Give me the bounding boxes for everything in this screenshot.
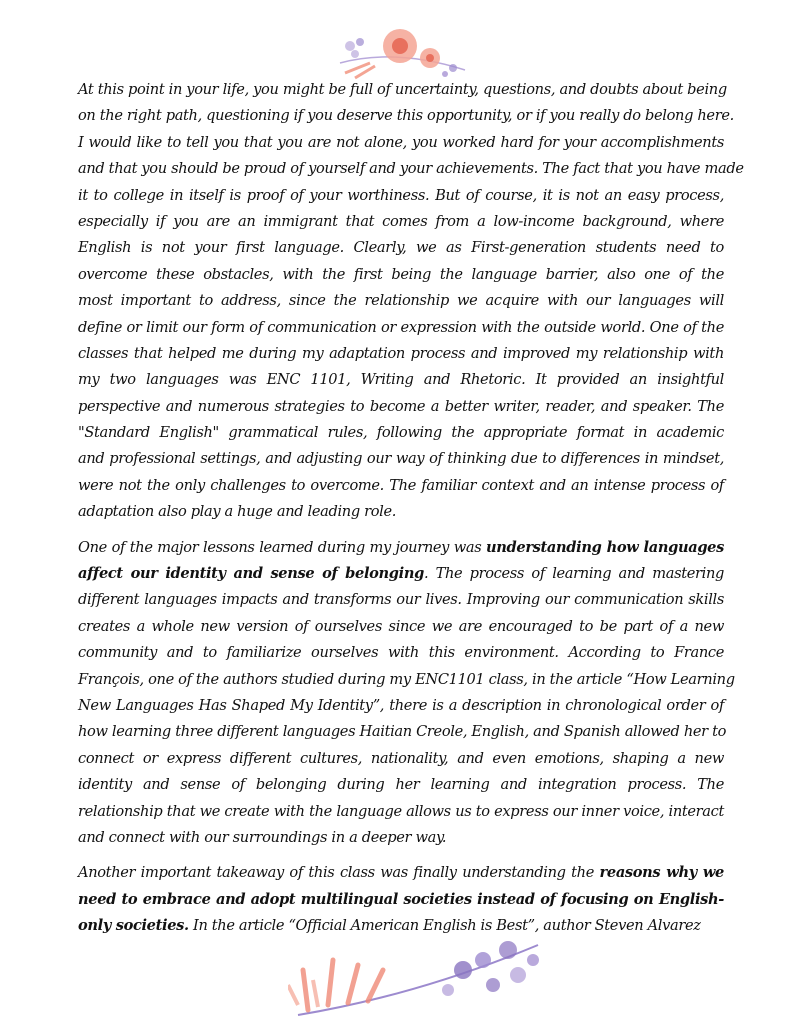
- text-segment: At this point in your life, you might be full of uncertainty, questions, and doubts about being: [78, 81, 727, 98]
- document-body: [78, 77, 744, 949]
- paragraph: [78, 77, 744, 526]
- text-line: [78, 315, 724, 341]
- text-segment: adaptation also play a huge and leading role.: [78, 503, 397, 521]
- text-line: [78, 446, 724, 472]
- text-line: [78, 719, 727, 745]
- text-line: [78, 667, 735, 693]
- text-segment: and professional settings, and adjusting our way of thinking due to differences in mindset,: [78, 450, 724, 468]
- text-segment: connect or express different cultures, nationality, and even emotions, shaping a new: [78, 749, 724, 767]
- text-segment: classes that helped me during my adaptation process and improved my relationship with: [78, 344, 724, 362]
- paragraph: [78, 535, 735, 852]
- bold-text: reasons why we: [599, 864, 724, 882]
- text-line: [78, 156, 744, 182]
- text-line: [78, 420, 724, 446]
- text-line: [78, 262, 724, 288]
- text-line: [78, 394, 724, 420]
- text-segment: identity and sense of belonging during her learning and integration process. The: [78, 776, 724, 794]
- text-line: [78, 640, 724, 666]
- text-segment: my two languages was ENC 1101, Writing and Rhetoric. It provided an insightful: [78, 371, 724, 389]
- text-line: [78, 887, 724, 913]
- text-segment: Another important takeaway of this class was finally understanding the: [78, 864, 600, 882]
- text-line: [78, 860, 724, 886]
- text-segment: English is not your first language. Clearly, we as First-generation students need to: [78, 239, 724, 257]
- text-segment: overcome these obstacles, with the first being the language barrier, also one of the: [78, 265, 724, 283]
- text-segment: . The process of learning and mastering: [423, 565, 724, 583]
- text-segment: how learning three different languages Haitian Creole, English, and Spanish allowed her to: [78, 723, 727, 741]
- text-line: [78, 746, 724, 772]
- floral-footer-decoration: [288, 935, 548, 1020]
- text-line: [78, 235, 724, 261]
- text-line: [78, 587, 724, 613]
- paragraph: [78, 860, 724, 939]
- text-segment: and that you should be proud of yourself and your achievements. The fact that you have made: [78, 160, 744, 178]
- text-line: [78, 614, 724, 640]
- text-segment: different languages impacts and transforms our lives. Improving our communication skills: [78, 591, 724, 609]
- text-segment: In the article “Official American English is Best”, author Steven Alvarez: [188, 917, 701, 935]
- text-line: [78, 103, 734, 129]
- text-segment: define or limit our form of communication or expression with the outside world. One of the: [78, 318, 724, 336]
- text-line: [78, 288, 724, 314]
- text-line: [78, 799, 724, 825]
- text-line: [78, 209, 724, 235]
- text-segment: creates a whole new version of ourselves since we are encouraged to be part of a new: [78, 617, 724, 635]
- text-segment: perspective and numerous strategies to become a better writer, reader, and speaker. The: [78, 397, 724, 415]
- text-segment: it to college in itself is proof of your worthiness. But of course, it is not an easy process,: [78, 186, 724, 204]
- text-line: [78, 130, 724, 156]
- bold-text: affect our identity and sense of belonging: [78, 565, 424, 583]
- bold-text: only societies.: [78, 917, 189, 935]
- text-line: [78, 77, 727, 103]
- text-segment: were not the only challenges to overcome. The familiar context and an intense process of: [78, 476, 724, 494]
- text-line: [78, 561, 724, 587]
- text-segment: One of the major lessons learned during my journey was: [78, 538, 487, 556]
- text-segment: on the right path, questioning if you deserve this opportunity, or if you really do belong here.: [78, 107, 734, 125]
- text-line: [78, 341, 724, 367]
- text-line: [78, 183, 724, 209]
- floral-header-decoration: [335, 18, 470, 80]
- text-segment: relationship that we create with the language allows us to express our inner voice, interact: [78, 802, 724, 820]
- text-line: [78, 499, 724, 525]
- text-segment: and connect with our surroundings in a deeper way.: [78, 828, 447, 846]
- text-line: [78, 693, 724, 719]
- bold-text: need to embrace and adopt multilingual societies instead of focusing on English-: [78, 890, 724, 908]
- text-segment: François, one of the authors studied during my ENC1101 class, in the article “How Learning: [78, 670, 735, 688]
- text-segment: especially if you are an immigrant that comes from a low-income background, where: [78, 212, 724, 230]
- text-segment: "Standard English" grammatical rules, following the appropriate format in academic: [78, 424, 724, 442]
- text-line: [78, 473, 724, 499]
- text-segment: community and to familiarize ourselves with this environment. According to France: [78, 644, 724, 662]
- bold-text: understanding how languages: [486, 538, 724, 556]
- text-segment: most important to address, since the relationship we acquire with our languages will: [78, 292, 724, 310]
- text-segment: New Languages Has Shaped My Identity”, there is a description in chronological order of: [78, 696, 724, 714]
- text-line: [78, 367, 724, 393]
- text-line: [78, 825, 724, 851]
- text-line: [78, 535, 724, 561]
- text-line: [78, 772, 724, 798]
- text-segment: I would like to tell you that you are not alone, you worked hard for your accomplishments: [78, 133, 724, 151]
